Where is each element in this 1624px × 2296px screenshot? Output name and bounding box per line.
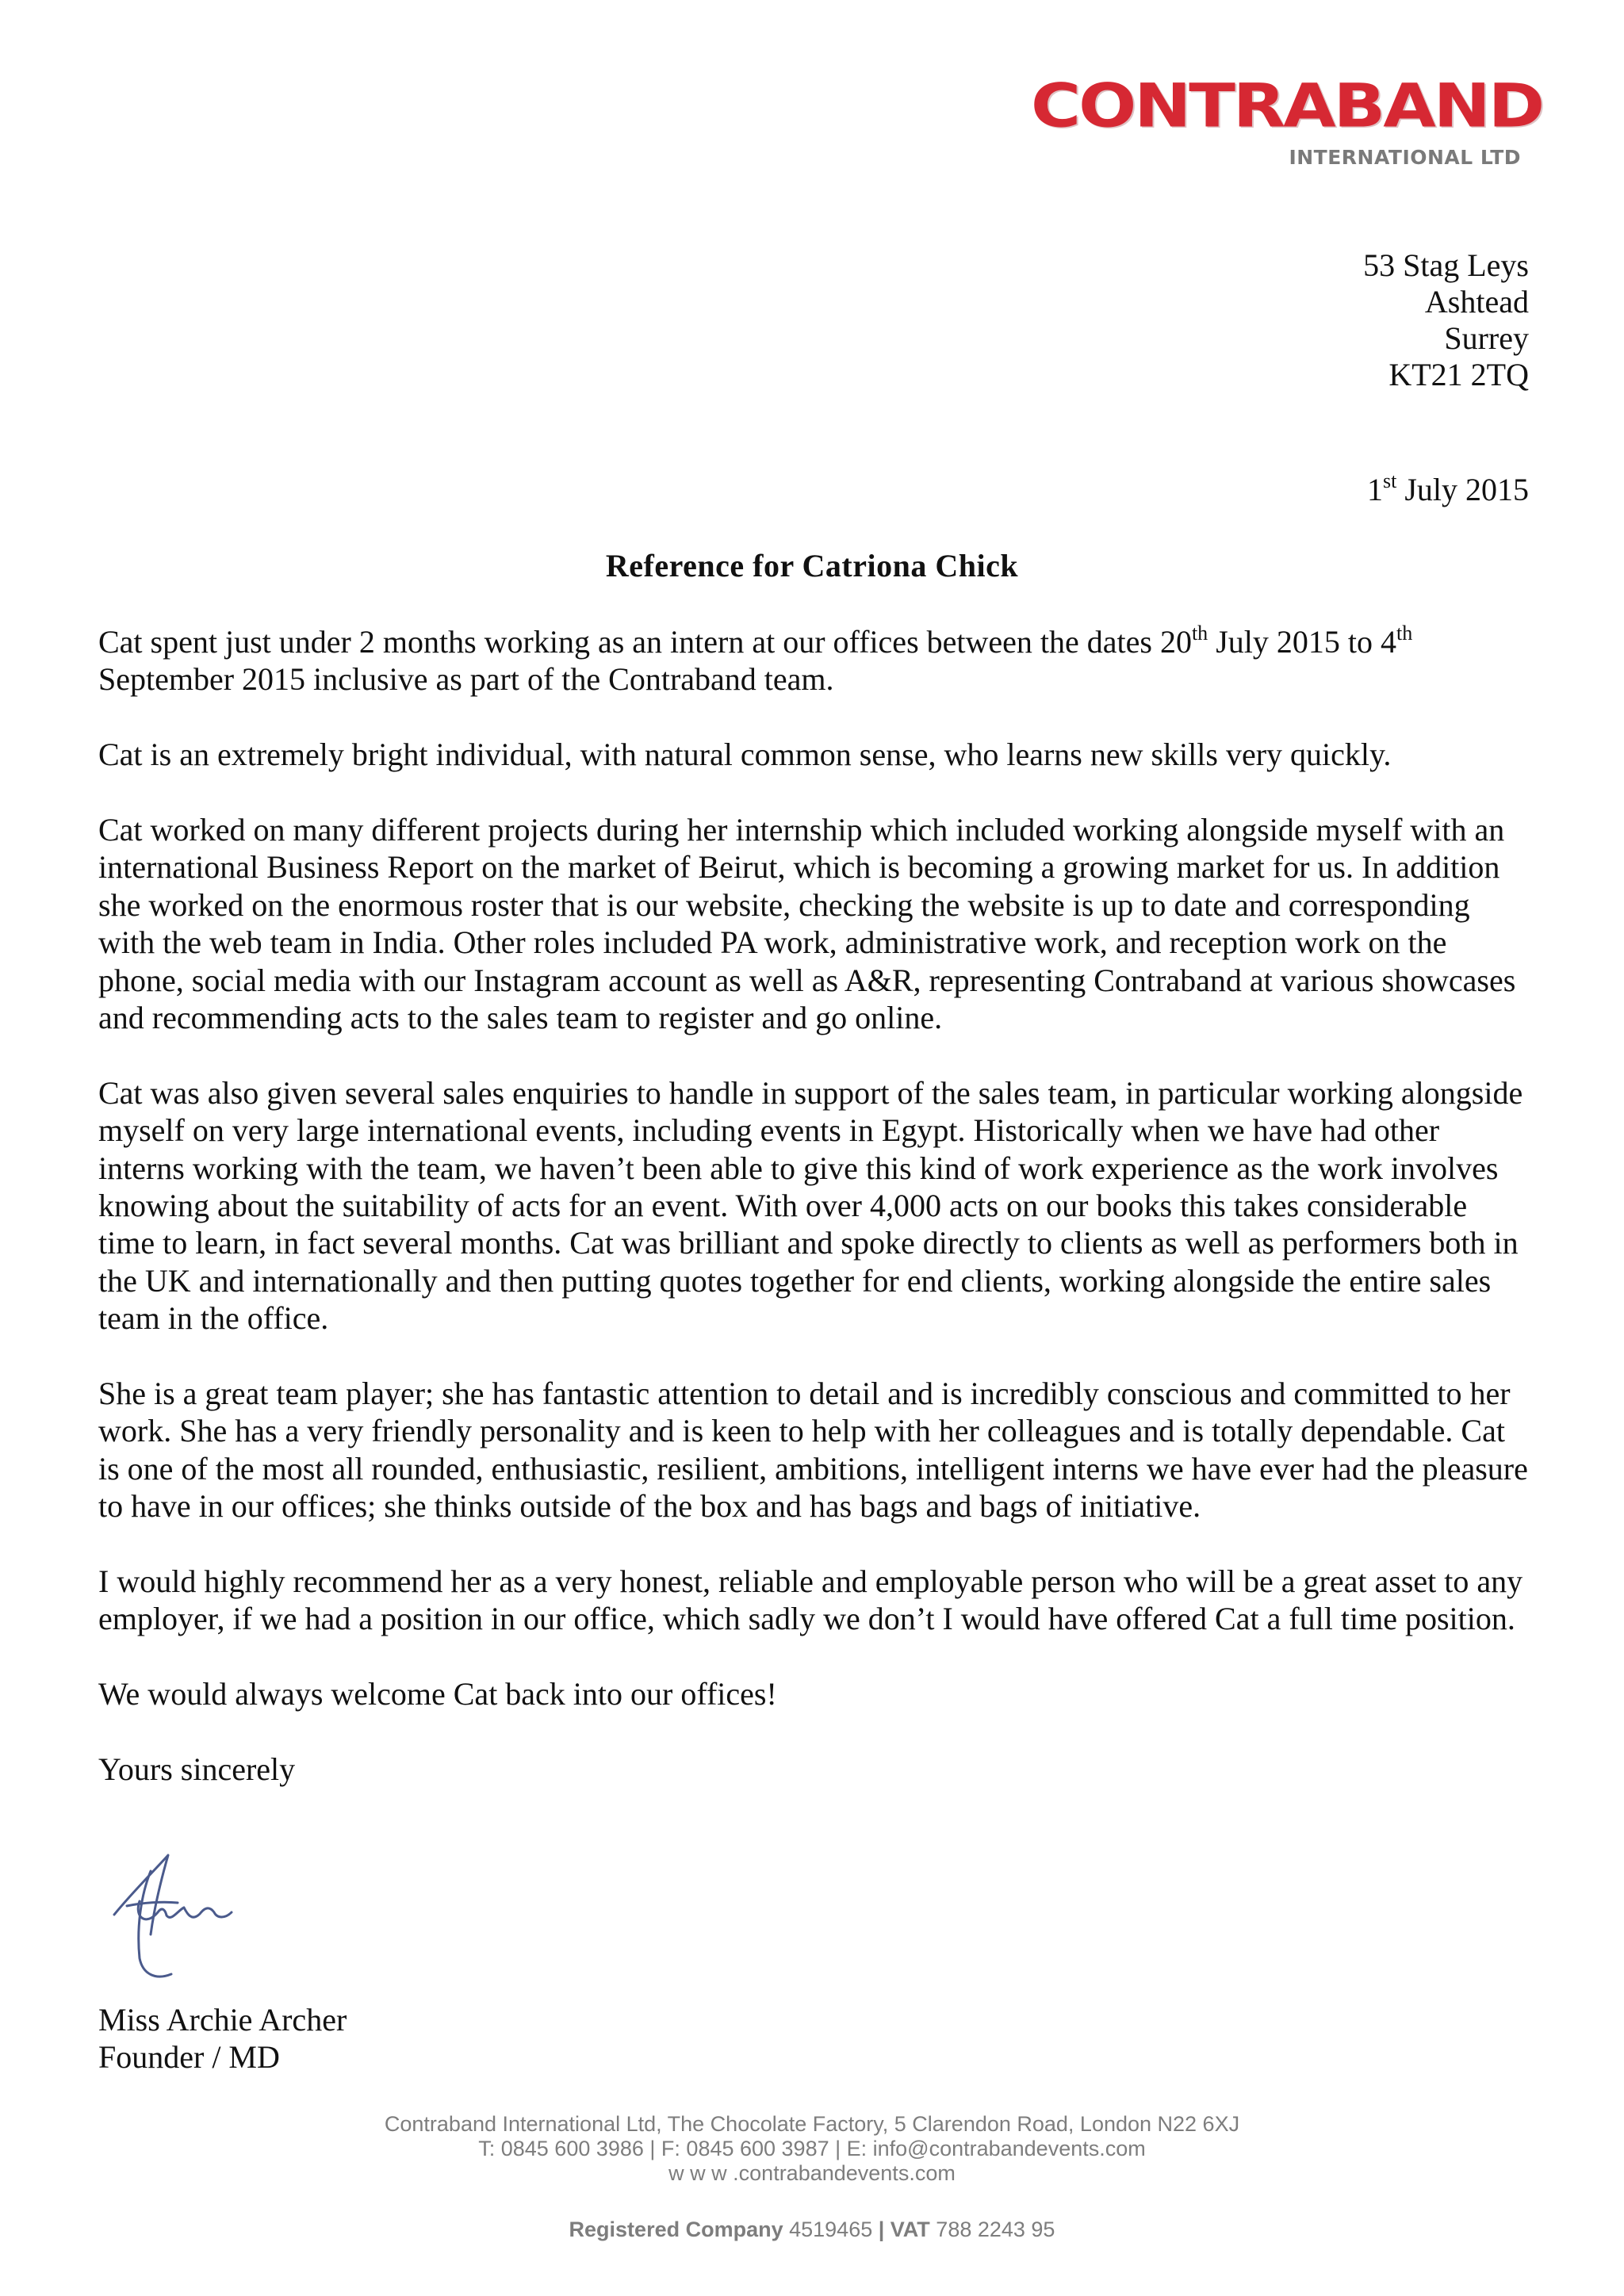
handwritten-signature <box>98 1839 273 1990</box>
signatory-role: Founder / MD <box>98 2039 280 2076</box>
reg-number: 4519465 <box>783 2218 879 2241</box>
paragraph-3: Cat worked on many different projects during her internship which included working alongside myself with an international Business Report on the market of Beirut, which is becoming a growing market for us. In addition she worked on the enormous roster that is our website, checking the website is up to date and corresponding with the web team in India. Other roles included PA work, administrative work, and reception work on the phone, social media with our Instagram account as well as A&R, representing Contraband at various showcases and recommending acts to the sales team to register and go online. <box>98 812 1516 1036</box>
signatory-block <box>98 2001 347 2076</box>
footer-website: w w w .contrabandevents.com <box>668 2161 956 2185</box>
date-month-year: July 2015 <box>1396 472 1529 507</box>
paragraph-2: Cat is an extremely bright individual, with natural common sense, who learns new skills very quickly. <box>98 737 1392 773</box>
address-line-4: KT21 2TQ <box>1388 357 1529 392</box>
logo-wordmark: CONTRABAND <box>1031 71 1543 141</box>
letter-body <box>98 623 1530 1826</box>
paragraph-4: Cat was also given several sales enquiries to handle in support of the sales team, in particular working alongside myself on very large international events, including events in Egypt. Historically when we have had other interns working with the team, we haven’t been able to give this kind of work experience as the work involves knowing about the suitability of acts for an event. With over 4,000 acts on our books this takes considerable time to learn, in fact several months. Cat was brilliant and spoke directly to clients as well as performers both in the UK and internationally and then putting quotes together for end clients, working alongside the entire sales team in the office. <box>98 1074 1523 1337</box>
reg-separator: | <box>878 2218 885 2241</box>
footer-contact: T: 0845 600 3986 | F: 0845 600 3987 | E: info@contrabandevents.com <box>478 2137 1146 2160</box>
address-line-2: Ashtead <box>1424 284 1529 320</box>
p1-text-a: Cat spent just under 2 months working as an intern at our offices between the dates 20 <box>98 624 1192 660</box>
company-logo <box>1021 71 1543 171</box>
signatory-name: Miss Archie Archer <box>98 2002 347 2038</box>
letter-footer <box>0 2112 1624 2242</box>
paragraph-7: We would always welcome Cat back into our offices! <box>98 1676 777 1712</box>
paragraph-5: She is a great team player; she has fantastic attention to detail and is incredibly conscious and committed to her work. She has a very friendly personality and is keen to help with her colleagues and is totally dependable. Cat is one of the most all rounded, enthusiastic, resilient, ambitions, intelligent interns we have ever had the pleasure to have in our offices; she thinks outside of the box and has bags and bags of initiative. <box>98 1376 1528 1525</box>
p1-superscript-1: th <box>1191 622 1208 645</box>
logo-subtitle: INTERNATIONAL LTD <box>1289 146 1521 169</box>
reg-label: Registered Company <box>569 2218 783 2241</box>
vat-label: VAT <box>884 2218 930 2241</box>
paragraph-1 <box>98 623 1530 698</box>
sender-address <box>1363 247 1529 393</box>
p1-text-b: July 2015 to 4 <box>1208 624 1396 660</box>
p1-text-c: September 2015 inclusive as part of the Contraband team. <box>98 661 834 698</box>
address-line-3: Surrey <box>1444 320 1529 356</box>
letter-title: Reference for Catriona Chick <box>605 548 1019 584</box>
paragraph-6: I would highly recommend her as a very honest, reliable and employable person who will be a great asset to any employer, if we had a position in our office, which sadly we don’t I would have offered Cat a full time position. <box>98 1563 1523 1637</box>
letter-date <box>1367 471 1529 508</box>
footer-address: Contraband International Ltd, The Chocolate Factory, 5 Clarendon Road, London N22 6XJ <box>384 2112 1240 2136</box>
date-day: 1 <box>1366 472 1383 507</box>
date-suffix: st <box>1382 469 1397 492</box>
address-line-1: 53 Stag Leys <box>1363 247 1529 283</box>
closing: Yours sincerely <box>98 1751 296 1788</box>
vat-number: 788 2243 95 <box>929 2218 1055 2241</box>
p1-superscript-2: th <box>1396 622 1413 645</box>
footer-registration <box>0 2218 1624 2242</box>
